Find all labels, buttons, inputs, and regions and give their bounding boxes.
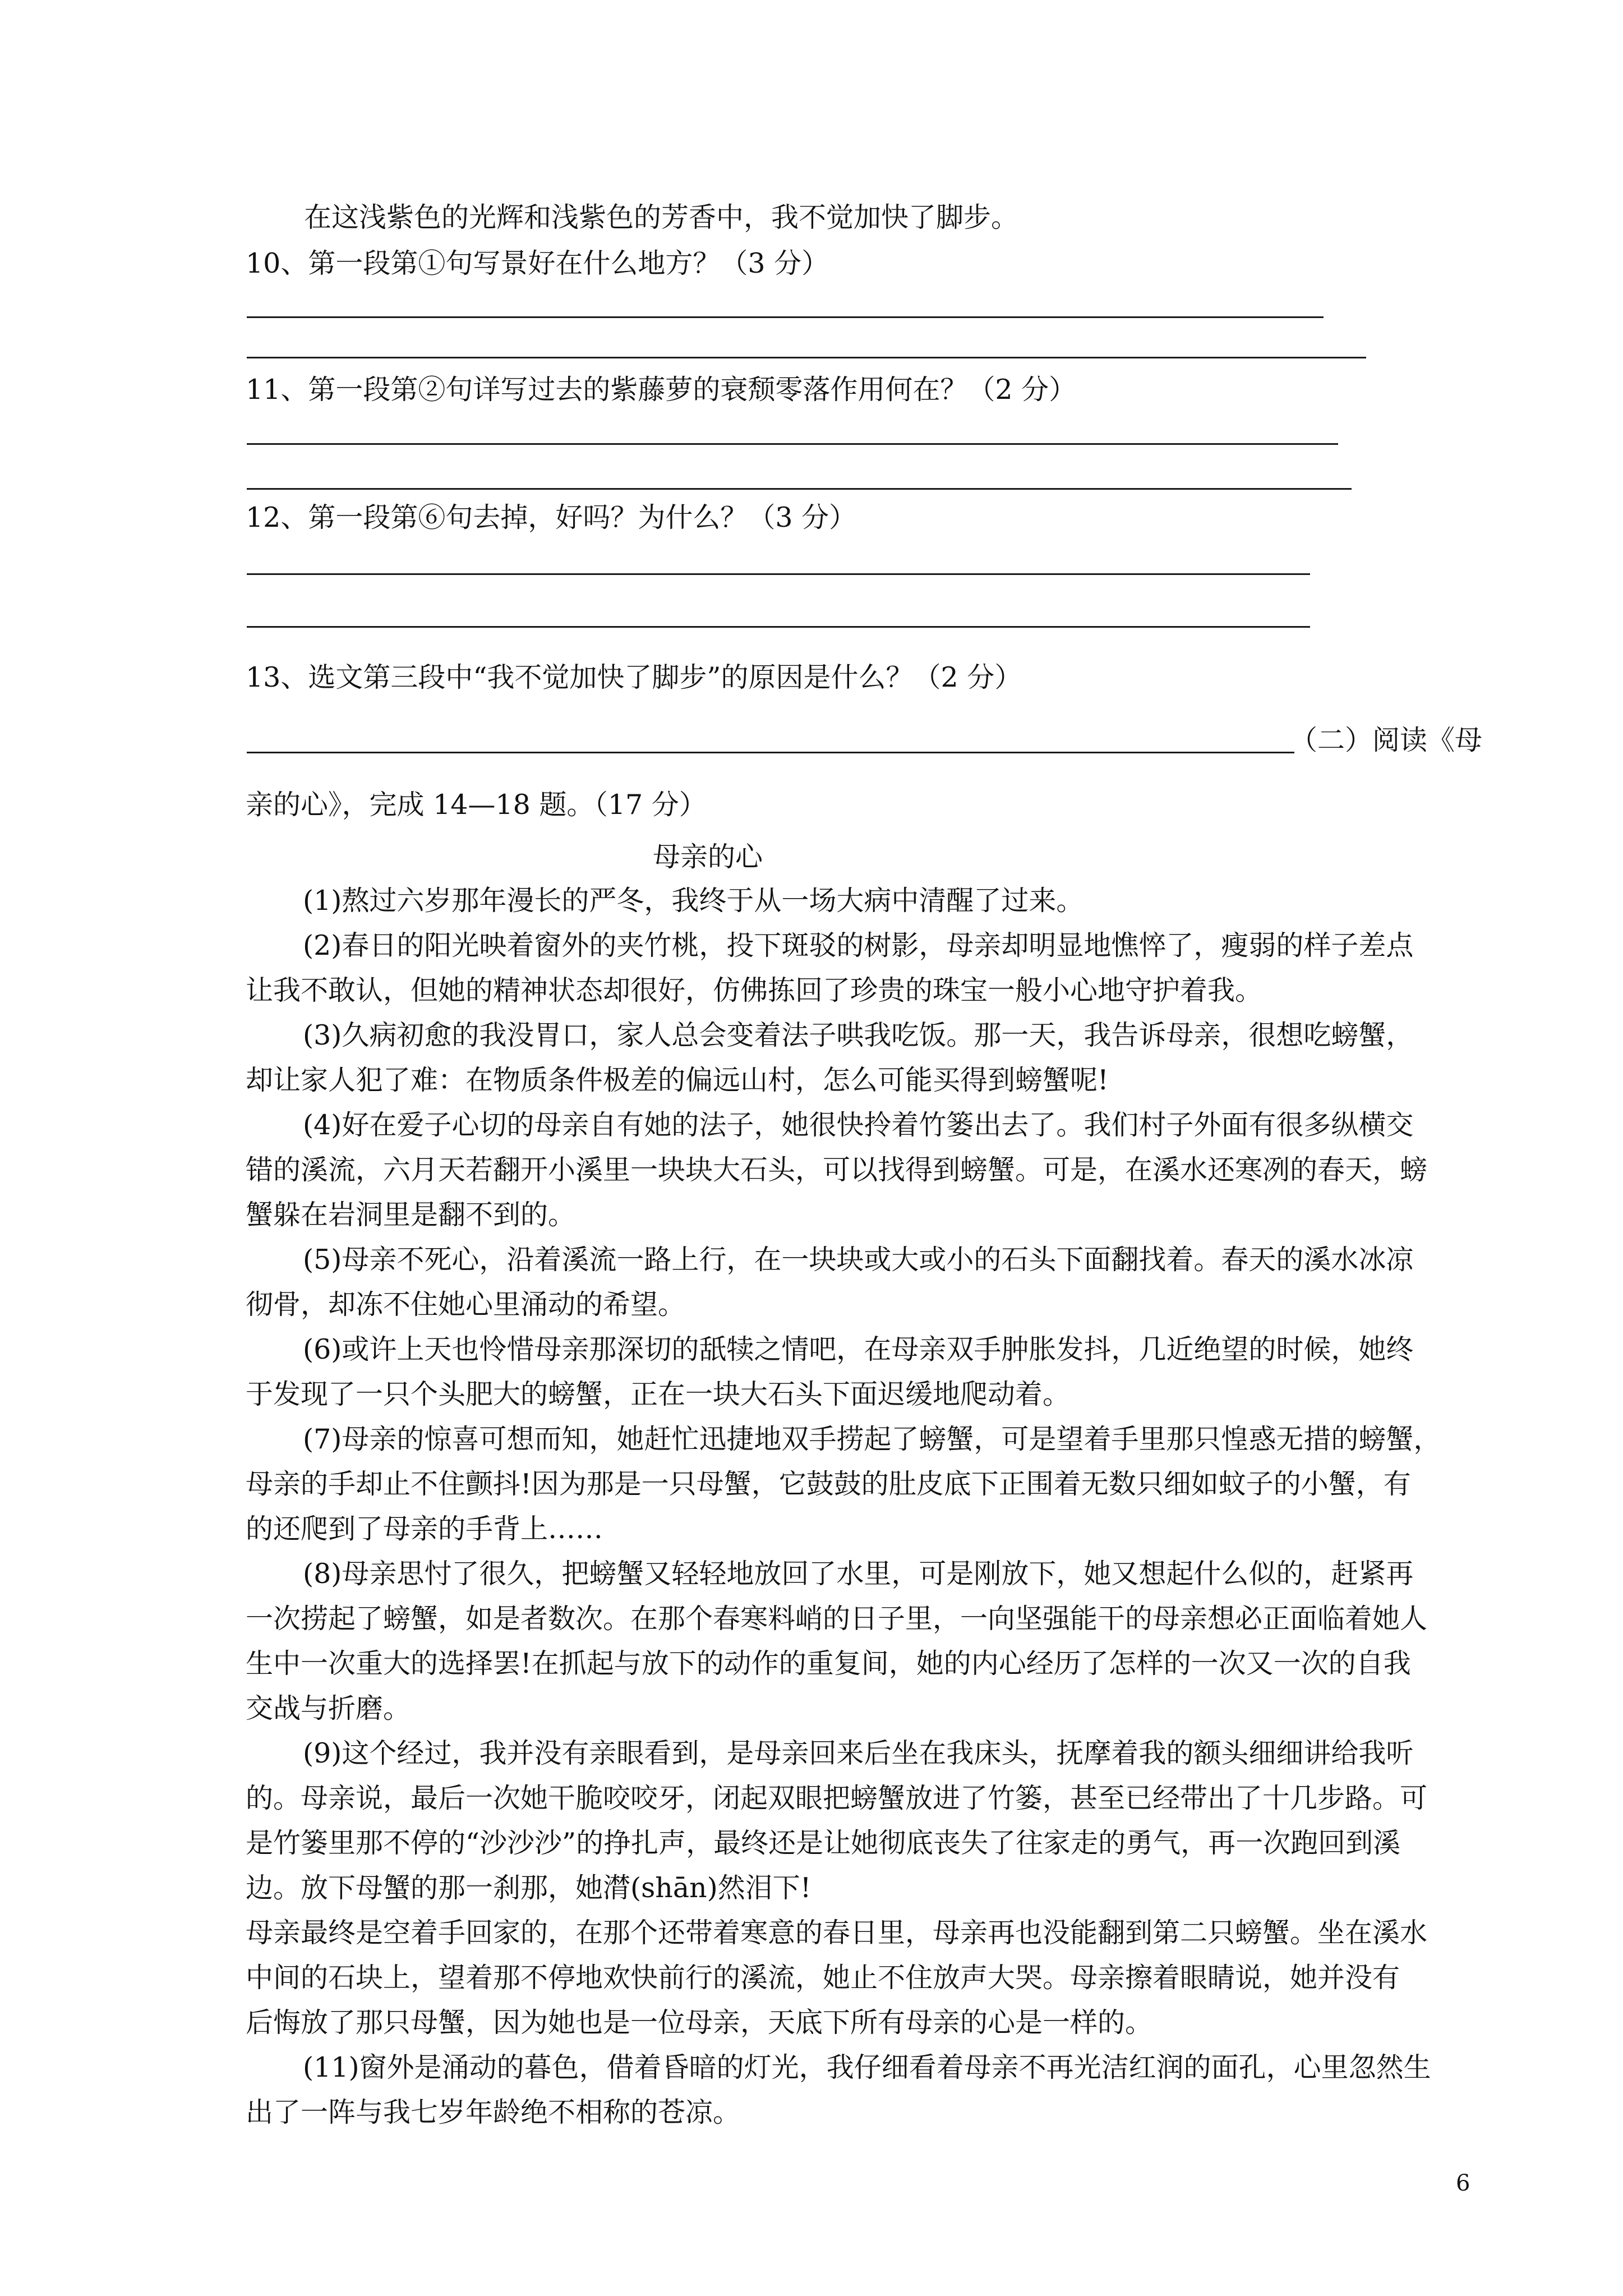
article-title: 母亲的心 [653,841,763,873]
section-two-heading-part2: 亲的心》，完成 14—18 题。（17 分） [246,789,707,821]
passage-ending-line: 在这浅紫色的光辉和浅紫色的芳香中，我不觉加快了脚步。 [304,201,1019,233]
article-line: 的。母亲说，最后一次她干脆咬咬牙，闭起双眼把螃蟹放进了竹篓，甚至已经带出了十几步路。可 [246,1782,1428,1814]
article-line: 蟹躲在岩洞里是翻不到的。 [246,1199,576,1231]
answer-line[interactable] [247,626,1310,628]
article-line: 让我不敢认，但她的精神状态却很好，仿佛拣回了珍贵的珠宝一般小心地守护着我。 [246,974,1263,1006]
article-line: (7)母亲的惊喜可想而知，她赶忙迅捷地双手捞起了螃蟹，可是望着手里那只惶惑无措的螃蟹， [303,1423,1441,1455]
article-line: 的还爬到了母亲的手背上…… [246,1513,603,1545]
question-10: 10、第一段第①句写景好在什么地方？（3 分） [246,247,829,279]
page-number: 6 [1456,2170,1470,2196]
article-line: 错的溪流，六月天若翻开小溪里一块块大石头，可以找得到螃蟹。可是，在溪水还寒冽的春天，螃 [246,1154,1428,1186]
article-line: 边。放下母蟹的那一刹那，她潸(shān)然泪下! [246,1872,811,1904]
answer-line[interactable] [247,488,1352,490]
article-line: 出了一阵与我七岁年龄绝不相称的苍凉。 [246,2096,741,2128]
answer-line[interactable] [247,752,1294,753]
article-line: 彻骨，却冻不住她心里涌动的希望。 [246,1289,686,1320]
answer-line[interactable] [247,573,1310,575]
answer-line[interactable] [247,443,1338,445]
article-line: (8)母亲思忖了很久，把螃蟹又轻轻地放回了水里，可是刚放下，她又想起什么似的，赶紧再 [303,1558,1414,1590]
question-13: 13、选文第三段中“我不觉加快了脚步”的原因是什么？（2 分） [246,661,1022,693]
section-two-heading-part1: （二）阅读《母 [1290,724,1483,756]
article-line: (6)或许上天也怜惜母亲那深切的舐犊之情吧，在母亲双手肿胀发抖，几近绝望的时候，她终 [303,1333,1414,1365]
answer-line[interactable] [247,316,1324,318]
question-11: 11、第一段第②句详写过去的紫藤萝的衰颓零落作用何在？（2 分） [246,374,1077,406]
article-line: 母亲的手却止不住颤抖!因为那是一只母蟹，它鼓鼓的肚皮底下正围着无数只细如蚊子的小蟹，有 [246,1468,1411,1500]
article-line: (3)久病初愈的我没胃口，家人总会变着法子哄我吃饭。那一天，我告诉母亲，很想吃螃蟹， [303,1019,1414,1051]
answer-line[interactable] [247,357,1366,358]
article-line: (11)窗外是涌动的暮色，借着昏暗的灯光，我仔细看着母亲不再光洁红润的面孔，心里忽然生 [303,2051,1431,2083]
article-line: 后悔放了那只母蟹，因为她也是一位母亲，天底下所有母亲的心是一样的。 [246,2007,1153,2039]
article-line: (5)母亲不死心，沿着溪流一路上行，在一块块或大或小的石头下面翻找着。春天的溪水冰凉 [303,1244,1414,1276]
article-line: (4)好在爱子心切的母亲自有她的法子，她很快拎着竹篓出去了。我们村子外面有很多纵横交 [303,1109,1414,1141]
question-12: 12、第一段第⑥句去掉，好吗？为什么？（3 分） [246,501,857,533]
article-line: 却让家人犯了难：在物质条件极差的偏远山村，怎么可能买得到螃蟹呢! [246,1064,1109,1096]
article-line: 中间的石块上，望着那不停地欢快前行的溪流，她止不住放声大哭。母亲擦着眼睛说，她并没有 [246,1962,1400,1994]
article-line: 生中一次重大的选择罢!在抓起与放下的动作的重复间，她的内心经历了怎样的一次又一次的自我 [246,1648,1411,1680]
article-line: 一次捞起了螃蟹，如是者数次。在那个春寒料峭的日子里，一向坚强能干的母亲想必正面临着她人 [246,1603,1428,1635]
article-line: (9)这个经过，我并没有亲眼看到，是母亲回来后坐在我床头，抚摩着我的额头细细讲给我听 [303,1737,1414,1769]
article-line: (2)春日的阳光映着窗外的夹竹桃，投下斑驳的树影，母亲却明显地憔悴了，瘦弱的样子差点 [303,930,1414,961]
article-line: 母亲最终是空着手回家的，在那个还带着寒意的春日里，母亲再也没能翻到第二只螃蟹。坐在溪水 [246,1917,1428,1949]
article-line: 于发现了一只个头肥大的螃蟹，正在一块大石头下面迟缓地爬动着。 [246,1378,1071,1410]
article-line: 是竹篓里那不停的“沙沙沙”的挣扎声，最终还是让她彻底丧失了往家走的勇气，再一次跑回到溪 [246,1827,1401,1859]
article-line: (1)熬过六岁那年漫长的严冬，我终于从一场大病中清醒了过来。 [303,885,1084,917]
article-line: 交战与折磨。 [246,1692,411,1724]
